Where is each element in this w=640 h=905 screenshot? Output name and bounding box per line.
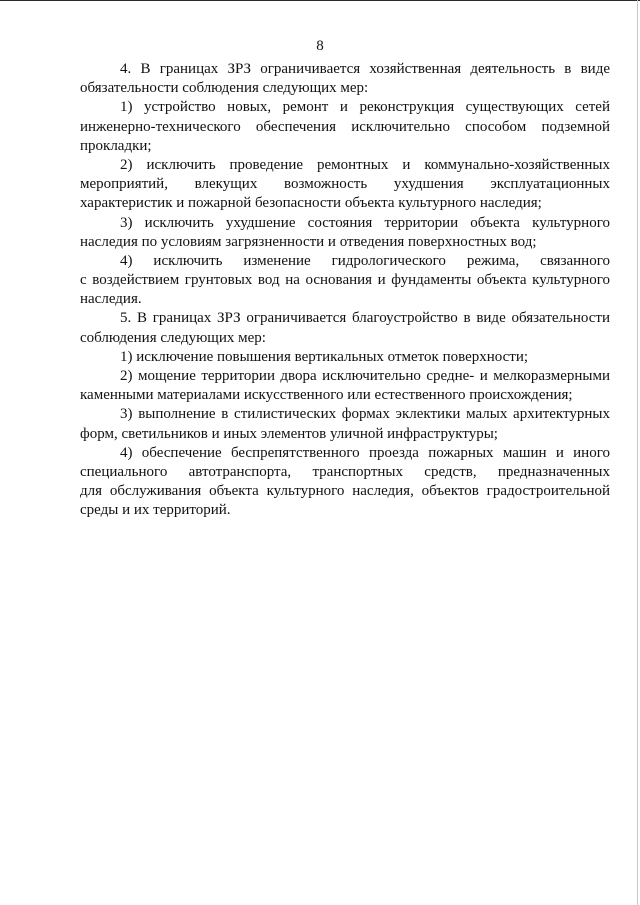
- text-line: 2) исключить проведение ремонтных и коммунально-хозяйственных: [120, 156, 610, 173]
- text-line: мероприятий, влекущих возможность ухудшения эксплуатационных: [80, 176, 610, 193]
- text-line: 1) исключение повышения вертикальных отметок поверхности;: [120, 348, 529, 365]
- scan-edge-right: [637, 0, 638, 905]
- text-line: 3) выполнение в стилистических формах эклектики малых архитектурных: [120, 406, 610, 423]
- text-line: 3) исключить ухудшение состояния территории объекта культурного: [120, 214, 610, 231]
- text-line: инженерно-технического обеспечения исключительно способом подземной: [80, 118, 610, 135]
- text-line: 2) мощение территории двора исключительно средне- и мелкоразмерными: [120, 368, 610, 384]
- text-line: 4) исключить изменение гидрологического режима, связанного: [120, 252, 610, 269]
- text-line: 4. В границах ЗРЗ ограничивается хозяйственная деятельность в виде: [120, 61, 610, 77]
- document-body: [80, 60, 610, 521]
- text-line: характеристик и пожарной безопасности объекта культурного наследия;: [80, 195, 542, 212]
- page-number: 8: [316, 38, 324, 54]
- text-line: специального автотранспорта, транспортных средств, предназначенных: [80, 463, 610, 480]
- text-line: 1) устройство новых, ремонт и реконструкция существующих сетей: [120, 99, 610, 116]
- text-line: соблюдения следующих мер:: [80, 329, 266, 346]
- text-line: каменными материалами искусственного или естественного происхождения;: [80, 387, 573, 404]
- text-line: обязательности соблюдения следующих мер:: [80, 80, 369, 97]
- text-line: среды и их территорий.: [80, 502, 231, 519]
- text-line: с воздействием грунтовых вод на основания и фундаменты объекта культурного: [80, 272, 610, 289]
- text-line: прокладки;: [80, 137, 152, 154]
- scan-edge-top: [0, 0, 640, 1]
- text-line: 4) обеспечение беспрепятственного проезда пожарных машин и иного: [120, 444, 610, 461]
- text-line: наследия.: [80, 291, 142, 308]
- text-line: наследия по условиям загрязненности и отведения поверхностных вод;: [80, 233, 537, 250]
- text-line: для обслуживания объекта культурного наследия, объектов градостроительной: [80, 483, 610, 500]
- text-line: форм, светильников и иных элементов уличной инфраструктуры;: [80, 425, 498, 442]
- text-line: 5. В границах ЗРЗ ограничивается благоустройство в виде обязательности: [120, 310, 610, 327]
